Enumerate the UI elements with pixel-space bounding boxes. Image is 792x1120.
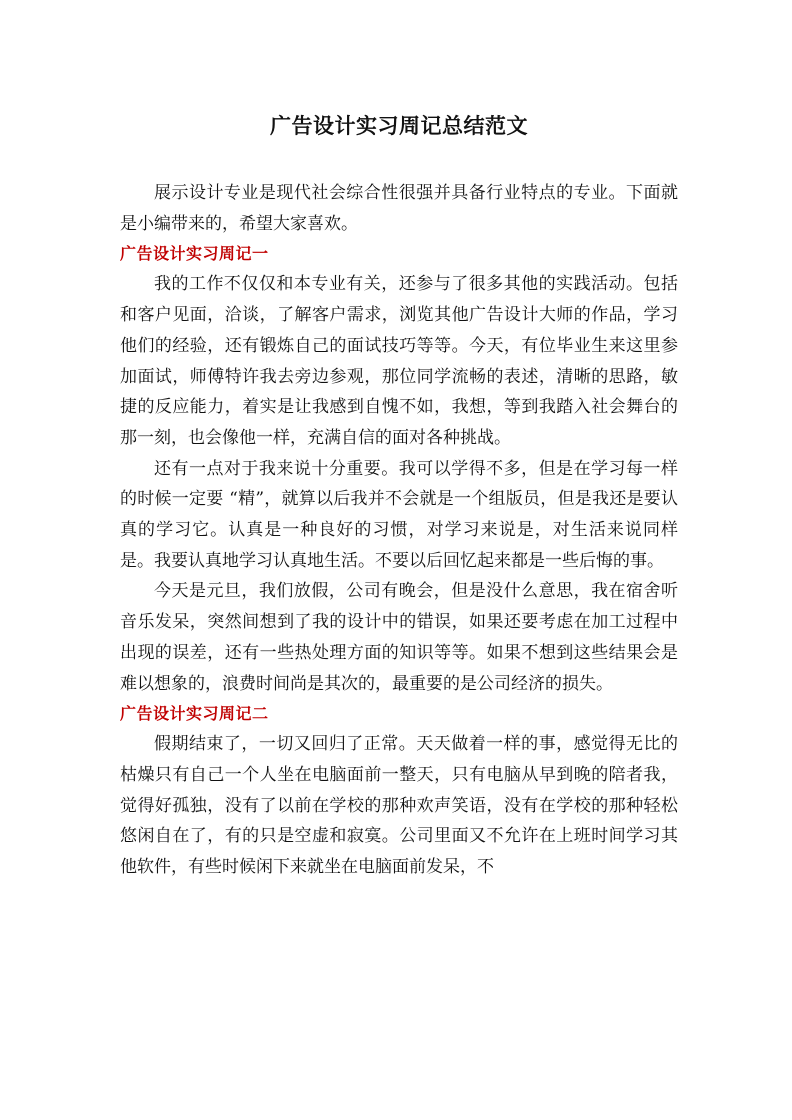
section-heading: 广告设计实习周记一: [120, 244, 269, 264]
section-heading: 广告设计实习周记二: [120, 704, 269, 724]
body-paragraph: 还有一点对于我来说十分重要。我可以学得不多，但是在学习每一样的时候一定要 “精”，就算以后我并不会就是一个组版员，但是我还是要认真的学习它。认真是一种良好的习惯，对学习来说是，对生活来说同样是。我要认真地学习认真地生活。不要以后回忆起来都是一些后悔的事。: [120, 458, 678, 571]
body-paragraph: 我的工作不仅仅和本专业有关，还参与了很多其他的实践活动。包括和客户见面，洽谈，了解客户需求，浏览其他广告设计大师的作品，学习他们的经验，还有锻炼自己的面试技巧等等。今天，有位毕业生来这里参加面试，师傅特许我去旁边参观，那位同学流畅的表述，清晰的思路，敏捷的反应能力，着实是让我感到自愧不如，我想，等到我踏入社会舞台的那一刻，也会像他一样，充满自信的面对各种挑战。: [120, 274, 678, 448]
section-1: [120, 239, 678, 699]
page-title: 广告设计实习周记总结范文: [270, 114, 528, 138]
document-body: [120, 110, 678, 883]
body-paragraph: 今天是元旦，我们放假，公司有晚会，但是没什么意思，我在宿舍听音乐发呆，突然间想到了我的设计中的错误，如果还要考虑在加工过程中出现的误差，还有一些热处理方面的知识等等。如果不想到这些结果会是难以想象的，浪费时间尚是其次的，最重要的是公司经济的损失。: [120, 581, 678, 694]
section-2: [120, 699, 678, 883]
intro-paragraph: 展示设计专业是现代社会综合性很强并具备行业特点的专业。下面就是小编带来的，希望大家喜欢。: [120, 183, 678, 234]
body-paragraph: 假期结束了，一切又回归了正常。天天做着一样的事，感觉得无比的枯燥只有自己一个人坐在电脑面前一整天，只有电脑从早到晚的陪者我，觉得好孤独，没有了以前在学校的那种欢声笑语，没有在学校的那种轻松悠闲自在了，有的只是空虚和寂寞。公司里面又不允许在上班时间学习其他软件，有些时候闲下来就坐在电脑面前发呆，不: [120, 734, 678, 878]
